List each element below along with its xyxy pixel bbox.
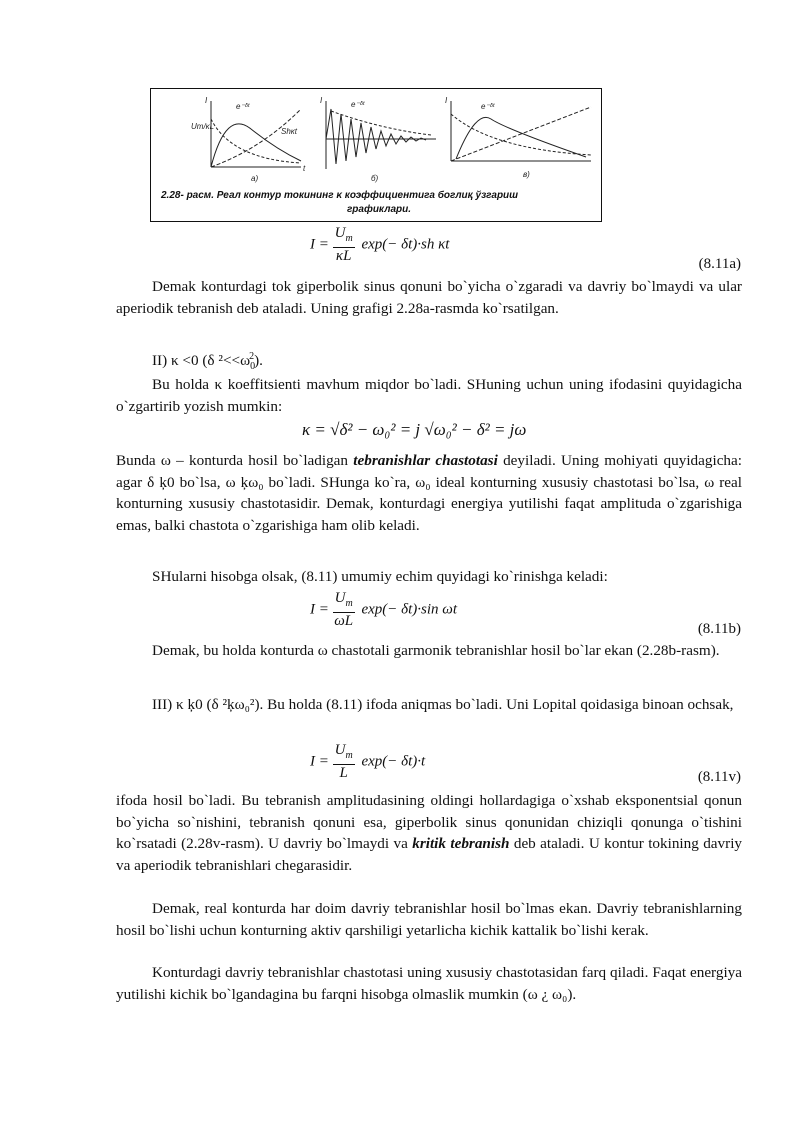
paragraph-2: Bu holda κ koeffitsienti mavhum miqdor bo`ladi. SHuning uchun uning ifodasini quyidagicha o`zgartirib yozish mumkin: [116,376,742,415]
figure-caption [161,189,597,217]
paragraph-3: Bunda ω – konturda hosil bo`ladigan tebranishlar chastotasi deyiladi. Uning mohiyati quyidagicha: agar δ ķ0 bo`lsa, ω ķω₀ bo`ladi. SHunga ko`ra, ω₀ ideal konturning xususiy chastotasi bo`lsa, ω real konturning xususiy chastotasidir. Demak, konturdagi energiya yutilishi faqat amplituda o`zgarishiga emas, balki chastota o`zgarishiga ham olib keladi. [116,452,742,534]
curve-label-exp-a: e⁻ᵟᵗ [236,102,250,111]
panel-b-label: б) [371,174,379,183]
eq-lhs: I = [310,236,329,253]
equation-8-11b: I = $\frac{U_m}{\omega L}$ exp(− δt)·sin ωt [310,590,458,629]
equation-kappa: κ = √δ² − ω₀² = j √ω₀² − δ² = jω [302,420,527,439]
equation-8-11a: I = $\frac{U_m}{\kappa L}$ exp(− δt)·sh κt [310,225,450,264]
equation-label-8-11b: (8.11b) [697,621,741,637]
figure-caption-line2: графиклари. [346,204,412,215]
equation-label-8-11a: (8.11a) [698,256,741,272]
equation-label-8-11v: (8.11v) [697,769,741,785]
paragraph-7: ifoda hosil bo`ladi. Bu tebranish amplitudasining oldingi hollardagiga o`xshab eksponentsial qonun bo`yicha so`nishini, tebranish qonuni esa, giperbolik sinus qonunidan chiziqli qonunga o`tishini ko`rsatadi (2.28v-rasm). U davriy bo`lmaydi va kritik tebranish deb ataladi. U kontur tokining davriy va aperiodik tebranishlari chegarasidir. [116,792,743,874]
axis-label-t-a: t [303,164,306,173]
paragraph-5: Demak, bu holda konturda ω chastotali garmonik tebranishlar hosil bo`lar ekan (2.28b-rasm). [152,642,720,659]
paragraph-8: Demak, real konturda har doim davriy tebranishlar hosil bo`lmas ekan. Davriy tebranishlarning hosil bo`lishi uchun konturning aktiv qarshiligi yetarlicha kichik kattalik bo`lishi kerak. [116,900,742,939]
axis-label-i-b: I [320,96,323,105]
curve-label-exp-b: e⁻ᵟᵗ [351,100,365,109]
eq-rhs: exp(− δt)·sh κt [361,236,450,253]
axis-label-um-a: Um/κL [191,122,215,131]
panel-a-label: а) [251,174,259,183]
panel-c-label: в) [523,170,530,179]
paragraph-4: SHularni hisobga olsak, (8.11) umumiy echim quyidagi ko`rinishga keladi: [152,568,608,585]
curve-label-sh: Shκt [281,127,298,136]
equation-8-11v: I = $\frac{U_m}{L}$ exp(− δt)·t [310,742,426,781]
figure-2-28 [150,88,602,222]
axis-label-i-c: I [445,96,448,105]
paragraph-6: III) κ ķ0 (δ ²ķω₀²). Bu holda (8.11) ifoda aniqmas bo`ladi. Uni Lopital qoidasiga binoan ochsak, [152,696,734,713]
axis-label-i-a: I [205,96,208,105]
paragraph-1: Demak konturdagi tok giperbolik sinus qonuni bo`yicha o`zgaradi va davriy bo`lmaydi va ular aperiodik tebranish deb ataladi. Uning grafigi 2.28a-rasmda ko`rsatilgan. [116,278,742,317]
paragraph-9: Konturdagi davriy tebranishlar chastotasi uning xususiy chastotasidan farq qiladi. Faqat energiya yutilishi kichik bo`lgandagina bu farqni hisobga olmaslik mumkin (ω ¿ ω₀). [116,964,742,1003]
figure-caption-line1: 2.28- расм. Реал контур токининг κ коэффициентига боглиқ ўзгариш [161,190,519,201]
case-2-heading: II) κ <0 (δ $^2<<\omega_0^2$). [152,351,263,373]
oscillation-graphs [151,89,603,189]
curve-label-exp-c: e⁻ᵟᵗ [481,102,495,111]
